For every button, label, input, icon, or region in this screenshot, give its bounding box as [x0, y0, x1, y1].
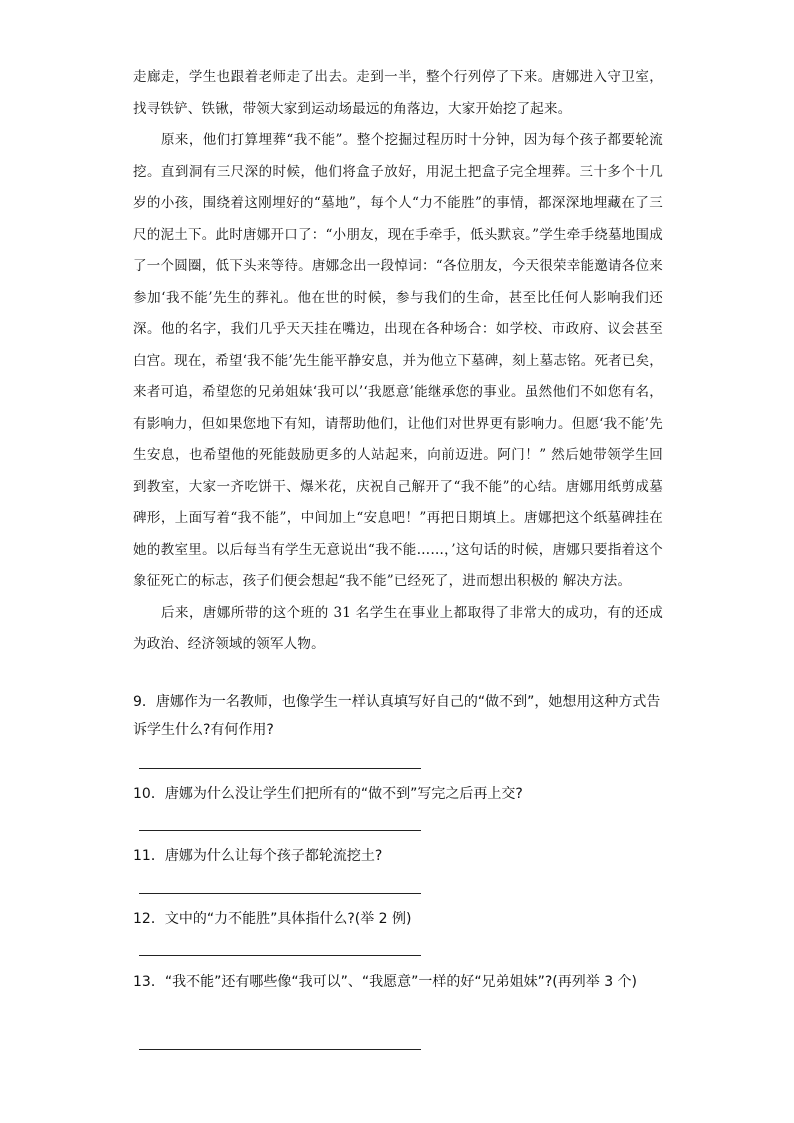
question-9	[133, 688, 665, 744]
question-12	[133, 905, 665, 933]
question-number: 9．	[133, 694, 156, 710]
answer-line-13[interactable]	[139, 1049, 421, 1050]
answer-line-9[interactable]	[139, 768, 421, 769]
question-text: “我不能”还有哪些像“我可以”、“我愿意”一样的好“兄弟姐妹”?(再列举 3 个)	[164, 974, 638, 990]
question-text: 唐娜作为一名教师，也像学生一样认真填写好自己的“做不到”，她想用这种方式告诉学生什么?有何作用?	[133, 694, 661, 738]
question-text: 文中的“力不能胜”具体指什么?(举 2 例)	[164, 911, 412, 927]
answer-line-10[interactable]	[139, 830, 421, 831]
answer-line-11[interactable]	[139, 893, 421, 894]
question-number: 10．	[133, 786, 165, 802]
question-text: 唐娜为什么让每个孩子都轮流挖土?	[164, 848, 383, 864]
question-number: 13．	[133, 974, 165, 990]
passage-paragraph-1: 走廊走，学生也跟着老师走了出去。走到一半，整个行列停了下来。唐娜进入守卫室，找寻铁铲、铁锹，带领大家到运动场最远的角落边，大家开始挖了起来。	[133, 69, 663, 117]
passage-paragraph-3: 后来，唐娜所带的这个班的 31 名学生在事业上都取得了非常大的成功，有的还成为政治、经济领域的领军人物。	[133, 604, 663, 652]
question-number: 12．	[133, 911, 165, 927]
passage-paragraph-2: 原来，他们打算埋葬“我不能”。整个挖掘过程历时十分钟，因为每个孩子都要轮流挖。直到洞有三尺深的时候，他们将盒子放好，用泥土把盒子完全埋葬。三十多个十几岁的小孩，围绕着这刚埋好的“墓地”，每个人“力不能胜”的事情，都深深地埋藏在了三尺的泥土下。此时唐娜开口了：“小朋友，现在手牵手，低头默哀。”学生牵手绕墓地围成了一个圆圈，低下头来等待。唐娜念出一段悼词：“各位朋友，今天很荣幸能邀请各位来参加‘我不能’先生的葬礼。他在世的时候，参与我们的生命，甚至比任何人影响我们还深。他的名字，我们几乎天天挂在嘴边，出现在各种场合：如学校、市政府、议会甚至白宫。现在，希望‘我不能’先生能平静安息，并为他立下墓碑，刻上墓志铭。死者已矣，来者可追，希望您的兄弟姐妹‘我可以’‘我愿意’能继承您的事业。虽然他们不如您有名，有影响力，但如果您地下有知，请帮助他们，让他们对世界更有影响力。但愿‘我不能’先生安息，也希望他的死能鼓励更多的人站起来，向前迈进。阿门！” 然后她带领学生回到教室，大家一齐吃饼干、爆米花，庆祝自己解开了“我不能”的心结。唐娜用纸剪成墓碑形，上面写着“我不能”，中间加上“安息吧！”再把日期填上。唐娜把这个纸墓碑挂在她的教室里。以后每当有学生无意说出“我不能……，’这句话的时候，唐娜只要指着这个象征死亡的标志，孩子们便会想起“我不能”已经死了，进而想出积极的 解决方法。	[133, 132, 663, 589]
answer-line-12[interactable]	[139, 955, 421, 956]
reading-passage	[133, 62, 663, 661]
question-number: 11．	[133, 848, 165, 864]
question-11	[133, 842, 665, 870]
question-text: 唐娜为什么没让学生们把所有的“做不到”写完之后再上交?	[164, 786, 523, 802]
question-10	[133, 780, 665, 808]
question-13	[133, 968, 665, 996]
